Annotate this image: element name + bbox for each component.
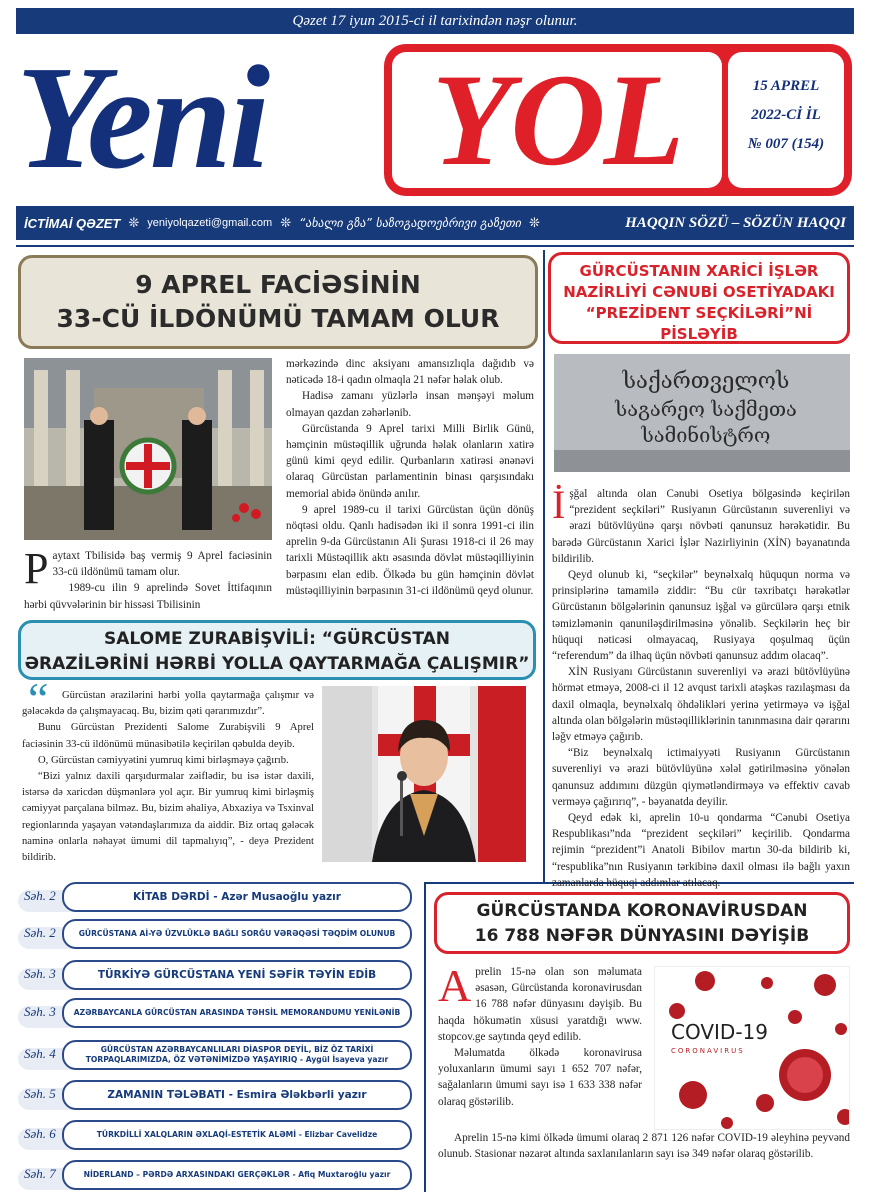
article1-title-line1: 9 APREL FACİƏSİNİN <box>135 270 421 299</box>
svg-text:საქართველოს: საქართველოს <box>622 369 790 394</box>
index-page-number: Səh. 5 <box>24 1086 56 1101</box>
covid-title: COVID-19 <box>671 1020 769 1044</box>
index-title[interactable]: TÜRKDİLLİ XALQLARIN ƏXLAQİ-ESTETİK ALƏMİ - Elizbar Cavelidze <box>62 1120 412 1150</box>
index-page-number: Səh. 6 <box>24 1126 56 1141</box>
index-page-number: Səh. 2 <box>24 925 56 940</box>
index-title[interactable]: ZAMANIN TƏLƏBATI - Esmira Ələkbərli yazır <box>62 1080 412 1110</box>
paper-kind: İCTİMAİ QƏZET <box>24 215 121 231</box>
index-page-number: Səh. 3 <box>24 1004 56 1019</box>
motto: HAQQIN SÖZÜ – SÖZÜN HAQQI <box>625 214 846 231</box>
index-page-number: Səh. 4 <box>24 1046 56 1061</box>
snowflake-icon: ❊ <box>280 215 292 230</box>
sign-line1: საგარეო საქმეთა <box>615 397 797 421</box>
column-divider <box>424 882 426 1192</box>
article2-body: İ şğal altında olan Cənubi Osetiya bölgəsində keçirilən “prezident seçkiləri” Rusiyanın Gürcüstanın suverenliyi və ərazi bütövlüyünə qarşı növbəti qanunsuz hərəkətidir. Bu barədə Gürcüstanın Xarici İşlər Nazirliyinin (XİN) bəyanatında bildirilib. Qeyd olunub ki, “seçkilər” beynəlxalq hüququn norma və prinsiplərinə tamamilə ziddir: “Bu cür təxribatçı hərəkətlər Gürcüstanın bölgələrinin qanunsuz işğal və gürcülərə qarşı etnik təmizləmənin qanuniləşdirilməsinə yönəlib. Seçkilərin heç bir hüquqi nəticəsi olmayacaq, Rusiyaya qoşulmaq üçün “referendum” da ilhaq üçün növbəti qanunsuz addım olacaq”. XİN Rusiyanı Gürcüstanın suverenliyi və ərazi bütövlüyünə hörmət etməyə, 2008-ci il 12 avqust tarixli atəşkəs razılaşması da daxil olmaqla, beynəlxalq öhdəlikləri yerinə yetirməyə və işğal altında olan bölgələrin müstəqilliklərinin tanınmasına dair qərarını ləğv etməyə çağırıb. “Biz beynəlxalq ictimaiyyəti Rusiyanın Gürcüstanın suverenliyi və ərazi bütövlüyünə xələl gətirilməsinə yönələn qanunsuz addımını düzgün qiymətləndirməyə və effektiv cavab verməyə çağırırıq”, - bəyanatda deyilir. Qeyd edək ki, aprelin 10-u qondarma “Cənubi Osetiya Respublikası”nda “prezident seçkiləri” keçirilib. Qondarma rejimin “prezident”i Anatoli Bibilov martın 30-da bildirib ki, “respublika”nın Rusiyanın tərkibinə daxil olması ilə bağlı yaxın zamanlarda hüquqi addımlar atılacaq. <box>552 482 850 889</box>
index-item[interactable] <box>18 1120 412 1150</box>
covid-subtitle: CORONAVIRUS <box>671 1047 745 1055</box>
snowflake-icon: ❊ <box>128 215 140 230</box>
article4-body-top: A prelin 15-nə olan son məlumata əsasən, Gürcüstanda koronavirusdan 16 788 nəfər dünyasını dəyişib. Bu haqda hökumətin xüsusi yaratdığı www. stopcov.ge saytında qeyd edilib. Məlumatda ölkədə koronavirusa yoluxanların ümumi sayı 1 652 707 nəfər, sağalanların ümumi sayı isə 1 633 338 nəfər olaraq göstərilib. <box>438 960 642 1108</box>
index-title[interactable]: KİTAB DƏRDİ - Azər Musaoğlu yazır <box>62 882 412 912</box>
row-divider <box>16 245 854 247</box>
index-page-number: Səh. 2 <box>24 888 56 903</box>
article4-dropcap: A <box>438 960 472 1011</box>
article3-body: Gürcüstan ərazilərini hərbi yolla qaytarmağa çalışmır və gələcəkdə də çalışmayacaq. Bu, bizim qəti qərarımızdır”. Bunu Gürcüstan Prezidenti Salome Zurabişvili 9 Aprel faciəsinin 33-cü ildönümü münasibətilə keçirilən qəbulda deyib. O, Gürcüstan cəmiyyətini yumruq kimi birləşməyə çağırıb. “Bizi yalnız daxili qarşıdurmalar zəiflədir, bu isə istər daxili, istərsə də xaricdən düşmənlərə yol açır. Bir yumruq kimi birləşmiş cəmiyyət parçalana bilməz. Bu, bizim əhaliyə, Abxaziya və Tsxinval regionlarında yaşayan vətəndaşlarımıza da aiddir. Biz ortaq gələcək naminə onlarla nəhayət ümumi dil tapmalıyıq”, - deyə Prezident bildirib. <box>22 690 314 864</box>
article1-dropcap: P <box>24 544 49 593</box>
index-item[interactable] <box>18 1040 412 1070</box>
president-photo <box>322 686 526 862</box>
column-divider <box>543 250 545 882</box>
memorial-photo <box>24 358 272 540</box>
index-item[interactable] <box>18 998 412 1028</box>
tagline-bar <box>16 206 854 240</box>
georgian-tagline: “ახალი გზა” საზოგადოებრივი გაზეთი <box>299 216 522 230</box>
founded-strip: Qəzet 17 iyun 2015-ci il tarixindən nəşr olunur. <box>16 8 854 34</box>
date-line2: 2022-Cİ İL <box>751 107 821 123</box>
ministry-sign-photo <box>554 354 850 472</box>
article1-title-line2: 33-CÜ İLDÖNÜMÜ TAMAM OLUR <box>56 304 500 333</box>
article1-lead: P aytaxt Tbilisidə baş vermiş 9 Aprel faciəsinin 33-cü ildönümü tamam olur. 1989-cu ilin 9 aprelində Sovet İttifaqının hərbi qüvvələrinin bir hissəsi Tbilisinin <box>24 544 272 611</box>
index-item[interactable] <box>18 960 412 990</box>
article2-headline[interactable]: GÜRCÜSTANIN XARİCİ İŞLƏR NAZİRLİYİ CƏNUBİ OSETİYADAKI “PREZİDENT SEÇKİLƏRİ”Nİ PİSLƏYİB <box>548 252 850 344</box>
index-item[interactable] <box>18 919 412 949</box>
date-line1: 15 APREL <box>752 78 820 94</box>
index-title[interactable]: GÜRCÜSTANA Aİ-YƏ ÜZVLÜKLƏ BAĞLI SORĞU VƏRƏQƏSİ TƏQDİM OLUNUB <box>62 919 412 949</box>
article3-headline[interactable]: SALOME ZURABİŞVİLİ: “GÜRCÜSTAN ƏRAZİLƏRİNİ HƏRBİ YOLLA QAYTARMAĞA ÇALIŞMIR” <box>18 620 536 680</box>
article2-dropcap: İ <box>552 482 566 527</box>
covid-graphic <box>654 966 850 1130</box>
snowflake-icon: ❊ <box>529 215 540 230</box>
index-title[interactable]: TÜRKİYƏ GÜRCÜSTANA YENİ SƏFİR TƏYİN EDİB <box>62 960 412 990</box>
article1-body: mərkəzində dinc aksiyanı amansızlıqla dağıdıb və nəticədə 18-i qadın olmaqla 21 nəfər həlak olub. Hadisə zamanı yüzlərlə insan mənşəyi məlum olmayan qazdan zəhərlənib. Gürcüstanda 9 Aprel tarixi Milli Birlik Günü, həmçinin müstəqillik uğrunda həlak olanların xatirə günü kimi qeyd edilir. Qurbanların xatirəsi ənənəvi olaraq Gürcüstan parlamentinin binası qarşısındakı memorial abidə önündə anılır. 9 aprel 1989-cu il tarixi Gürcüstan üçün dönüş nöqtəsi oldu. Qanlı hadisədən iki il sonra 1991-ci ilin aprelin 9-da Gürcüstanın Ali Şurası 1918-ci il 26 may tarixli Müstəqillik aktı əsasında dövlət müstəqilliyinin bərpasını elan edib. Ölkədə bu gün həmçinin dövlət müstəqilliyinin bərpasının 31-ci ildönümü qeyd olunur. <box>286 358 534 597</box>
quote-mark-icon: “ <box>28 673 49 724</box>
index-page-number: Səh. 3 <box>24 966 56 981</box>
masthead-yeni: Yeni <box>16 36 268 200</box>
issue-number: № 007 (154) <box>747 136 825 152</box>
index-title[interactable]: NİDERLAND – PƏRDƏ ARXASINDAKI GERÇƏKLƏR - Afiq Muxtaroğlu yazır <box>62 1160 412 1190</box>
index-item[interactable] <box>18 1080 412 1110</box>
issue-date-box <box>728 52 844 188</box>
index-page-number: Səh. 7 <box>24 1166 56 1181</box>
sign-line2: სამინისტრო <box>641 423 771 447</box>
article4-body-bottom: Aprelin 15-nə kimi ölkədə ümumi olaraq 2 871 126 nəfər COVID-19 əleyhinə peyvənd olunub. Stasionar nəzarət altında saxlanılanların sayı isə 349 nəfər olaraq göstərilib. <box>438 1132 850 1161</box>
article4-headline[interactable]: GÜRCÜSTANDA KORONAVİRUSDAN 16 788 NƏFƏR DÜNYASINI DƏYİŞİB <box>434 892 850 954</box>
index-item[interactable] <box>18 1160 412 1190</box>
article1-headline[interactable] <box>18 255 538 349</box>
index-item[interactable] <box>18 882 412 912</box>
index-title[interactable]: GÜRCÜSTAN AZƏRBAYCANLILARI DİASPOR DEYİL, BİZ ÖZ TARİXİ TORPAQLARIMIZDA, ÖZ VƏTƏNİMİZDƏ YAŞAYIRIQ - Aygül İsayeva yazır <box>62 1040 412 1070</box>
email-link[interactable]: yeniyolqazeti@gmail.com <box>147 217 273 229</box>
masthead-yol: YOL <box>392 52 722 188</box>
index-title[interactable]: AZƏRBAYCANLA GÜRCÜSTAN ARASINDA TƏHSİL MEMORANDUMU YENİLƏNİB <box>62 998 412 1028</box>
